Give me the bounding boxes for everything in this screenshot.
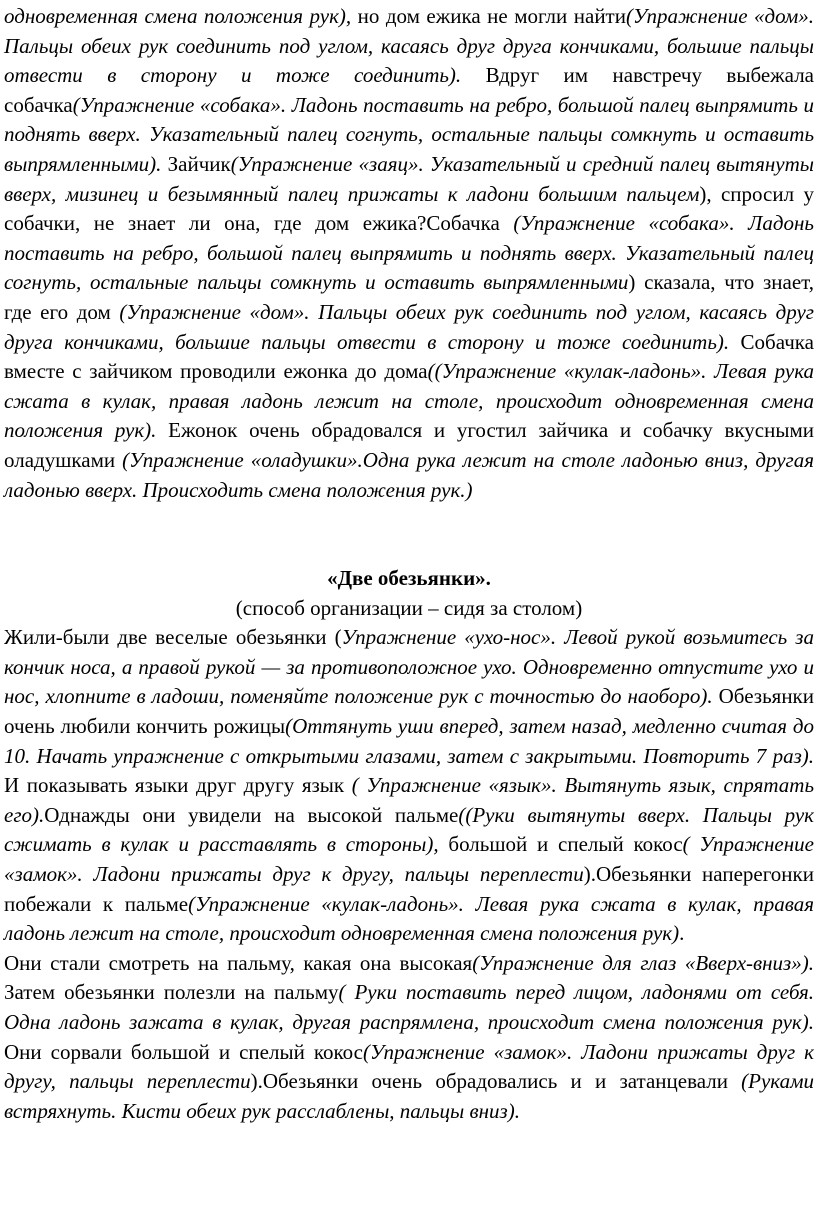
story-text: Затем обезьянки полезли на пальму (4, 980, 339, 1005)
exercise-text: (Упражнение «собака». Ладонь поставить на ребро, большой палец выпрямить и поднять вверх. Указательный палец согнуть, остальные пальцы сомкнуть и оставить выпрямленными (4, 211, 814, 295)
exercise-text: (Упражнение «дом». Пальцы обеих рук соединить под углом, касаясь друг друга кончиками, большие пальцы отвести в сторону и тоже соединить). (4, 299, 815, 354)
story-text: Собачка вместе с зайчиком проводили ежонка до дома (4, 329, 814, 384)
exercise-text: ( Упражнение «замок». Ладони прижаты друг к другу, пальцы переплести (4, 832, 814, 887)
story-text: но дом ежика не могли найти (351, 4, 626, 28)
exercise-text: (Упражнение «замок». Ладони прижаты друг к другу, пальцы переплести (4, 1039, 815, 1094)
story-text: Зайчик (161, 151, 231, 176)
blank-line (4, 505, 814, 564)
exercise-text: ( Упражнение «язык». Вытянуть язык, спрятать его). (4, 773, 815, 827)
exercise-text: одновременная смена положения рук), (4, 4, 352, 28)
exercise-text: (Упражнение «собака». Ладонь поставить на ребро, большой палец выпрямить и поднять вверх. Указательный палец согнуть, остальные пальцы сомкнуть и оставить выпрямленными). (4, 92, 814, 176)
exercise-text: (Упражнение «оладушки».Одна рука лежит на столе ладонью вниз, другая ладонью вверх. Происходить смена положения рук.) (4, 447, 814, 502)
story-text: ).Обезьянки наперегонки побежали к пальме (4, 862, 814, 916)
exercise-text: Упражнение «ухо-нос». Левой рукой возьмитесь за кончик носа, а правой рукой — за противоположное ухо. Одновременно отпустите ухо и нос, хлопните в ладоши, поменяйте положение рук с точностью до наоборо). (4, 625, 814, 709)
exercise-text: (Упражнение «заяц». Указательный и средний палец вытянуты вверх, мизинец и безымянный палец прижаты к ладони большим пальцем (4, 151, 814, 206)
exercise-text: ((Руки вытянуты вверх. Пальцы рук сжимать в кулак и расставлять в стороны), (4, 802, 814, 857)
exercise-text: (Упражнение для глаз «Вверх-вниз»). (472, 950, 814, 975)
story-text: Они сорвали большой и спелый кокос (4, 1039, 363, 1064)
story-text: И показывать языки друг другу язык (4, 773, 352, 798)
section-title: «Две обезьянки». (327, 566, 491, 591)
story-text: ) сказала, что знает, где его дом (4, 270, 814, 324)
story-text: . (679, 921, 685, 946)
story-text: Однажды они увидели на высокой пальме (44, 802, 459, 827)
section-subtitle: (способ организации – сидя за столом) (235, 595, 583, 620)
story-paragraph-palm (4, 949, 814, 1127)
story-paragraph-ezhik (4, 2, 814, 505)
story-text: Ежонок очень обрадовался и угостил зайчика и собачку вкусными оладушками (4, 418, 814, 472)
exercise-text: (Упражнение «дом». Пальцы обеих рук соединить под углом, касаясь друг друга кончиками, большие пальцы отвести в сторону и тоже соединить). (4, 4, 814, 88)
story-text: ).Обезьянки очень обрадовались и и затанцевали (250, 1069, 742, 1094)
exercise-text: ((Упражнение «кулак-ладонь». Левая рука сжата в кулак, правая ладонь лежит на столе, происходит одновременная смена положения рук). (4, 359, 815, 443)
story-text: Вдруг им навстречу выбежала собачка (4, 63, 814, 117)
story-text: ), спросил у собачки, не знает ли она, где дом ежика?Собачка (4, 181, 814, 236)
exercise-text: ( Руки поставить перед лицом, ладонями от себя. Одна ладонь зажата в кулак, другая распрямлена, происходит смена положения рук). (4, 980, 814, 1034)
exercise-text: (Упражнение «кулак-ладонь». Левая рука сжата в кулак, правая ладонь лежит на столе, происходит одновременная смена положения рук) (4, 891, 814, 946)
story-text: Жили-были две веселые обезьянки ( (4, 625, 342, 650)
story-text: Обезьянки очень любили кончить рожицы (4, 684, 814, 739)
exercise-text: (Руками встряхнуть. Кисти обеих рук расслаблены, пальцы вниз). (4, 1069, 814, 1123)
exercise-text: (Оттянуть уши вперед, затем назад, медленно считая до 10. Начать упражнение с открытыми глазами, затем с закрытыми. Повторить 7 раз). (4, 714, 814, 768)
story-text: большой и спелый кокос (438, 832, 683, 857)
story-text: Они стали смотреть на пальму, какая она высокая (4, 950, 473, 975)
story-paragraph-monkeys (4, 623, 814, 949)
